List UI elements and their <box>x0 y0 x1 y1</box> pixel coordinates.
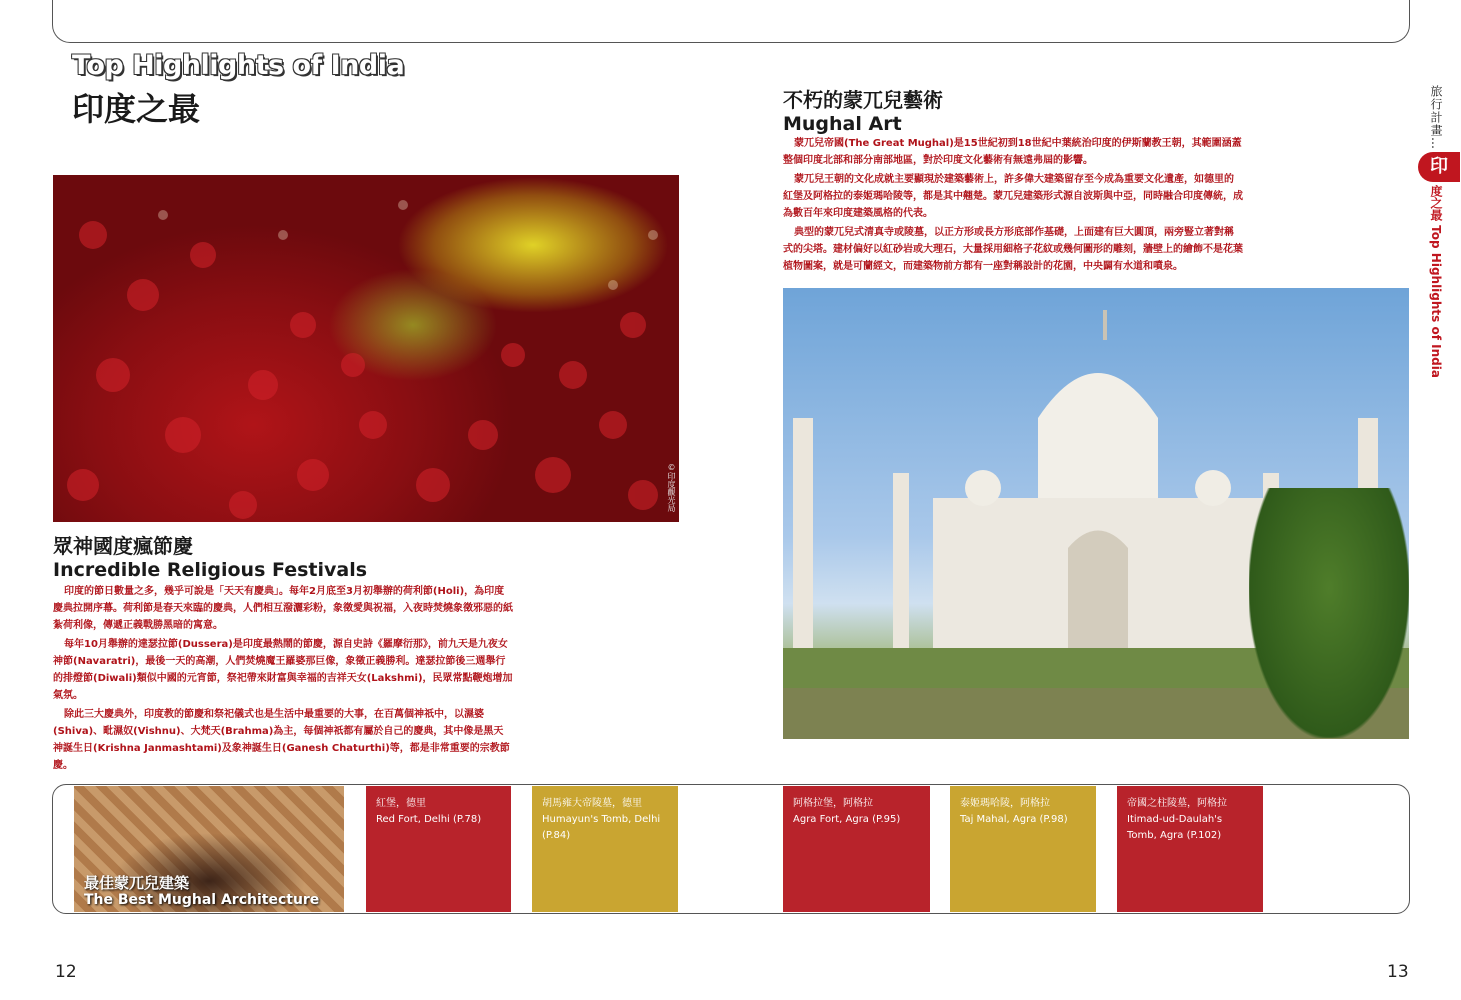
tile-zh: 紅堡，德里 <box>376 798 426 809</box>
page-title-en: Top Highlights of India <box>72 50 405 81</box>
festival-paragraph: 印度的節日數量之多，幾乎可說是「天天有慶典」。每年2月底至3月初舉辦的荷利節(Holi)，為印度慶典拉開序幕。荷利節是春天來臨的慶典，人們相互潑灑彩粉，象徵愛與祝福，入夜時焚燒象徵邪惡的紙紮荷利像，傳遞正義戰勝黑暗的寓意。 <box>53 586 513 631</box>
tile-en: Humayun's Tomb, Delhi (P.84) <box>542 814 661 841</box>
mughal-title-en: Mughal Art <box>783 113 902 135</box>
tile-taj-mahal[interactable] <box>950 786 1096 912</box>
festival-paragraph: 除此三大慶典外，印度教的節慶和祭祀儀式也是生活中最重要的大事，在百萬個神祇中，以濕婆(Shiva)、毗濕奴(Vishnu)、大梵天(Brahma)為主，每個神祇都有屬於自己的慶典，其中像是黑天神誕生日(Krishna Janmashtami)及象神誕生日(Ganesh Chaturthi)等，都是非常重要的宗教節慶。 <box>53 709 510 771</box>
tile-humayun-tomb[interactable] <box>532 786 678 912</box>
mughal-paragraph: 蒙兀兒帝國(The Great Mughal)是15世紀初到18世紀中葉統治印度的伊斯蘭教王朝，其範圍涵蓋整個印度北部和部分南部地區，對於印度文化藝術有無遠弗屆的影響。 <box>783 138 1242 166</box>
best-title-en: The Best Mughal Architecture <box>84 892 320 908</box>
mughal-title-zh: 不朽的蒙兀兒藝術 <box>783 88 943 112</box>
page-title-zh: 印度之最 <box>72 90 201 128</box>
side-label: 度之最 Top Highlights of India <box>1429 185 1443 378</box>
tile-agra-fort[interactable] <box>783 786 930 912</box>
festival-paragraph: 每年10月舉辦的達瑟拉節(Dussera)是印度最熱鬧的節慶，源自史詩《羅摩衍那》，前九天是九夜女神節(Navaratri)，最後一天的高潮，人們焚燒魔王羅婆那巨像，象徵正義勝利。達瑟拉節後三週舉行的排燈節(Diwali)類似中國的元宵節，祭祀帶來財富與幸福的吉祥天女(Lakshmi)，民眾常點鞭炮增加氣氛。 <box>53 639 513 701</box>
tile-zh: 胡馬雍大帝陵墓，德里 <box>542 798 642 809</box>
festival-title-en: Incredible Religious Festivals <box>53 559 368 581</box>
tile-zh: 泰姬瑪哈陵，阿格拉 <box>960 798 1050 809</box>
festival-title-zh: 眾神國度瘋節慶 <box>53 534 193 558</box>
festival-section <box>53 530 513 774</box>
side-badge[interactable]: 印 <box>1418 152 1460 182</box>
page-number-right: 13 <box>1387 962 1409 982</box>
tile-en: Taj Mahal, Agra (P.98) <box>960 814 1068 825</box>
best-title-zh: 最佳蒙兀兒建築 <box>84 874 190 892</box>
tile-zh: 帝國之柱陵墓，阿格拉 <box>1127 798 1227 809</box>
photo-credit: ©印度觀光局 <box>667 463 676 512</box>
taj-mahal-photo <box>783 288 1409 739</box>
mughal-interior-photo <box>74 786 344 912</box>
crowd-pattern <box>53 175 679 522</box>
page-number-left: 12 <box>55 962 77 982</box>
mughal-paragraph: 典型的蒙兀兒式清真寺或陵墓，以正方形或長方形底部作基礎，上面建有巨大圓頂，兩旁豎立著對稱式的尖塔。建材偏好以紅砂岩或大理石，大量採用細格子花紋或幾何圖形的雕刻，牆壁上的繪飾不是花葉植物圖案，就是可蘭經文，而建築物前方都有一座對稱設計的花園，中央闢有水道和噴泉。 <box>783 227 1243 272</box>
tile-itimad-ud-daulah[interactable] <box>1117 786 1263 912</box>
tile-zh: 阿格拉堡，阿格拉 <box>793 798 873 809</box>
tile-en: Agra Fort, Agra (P.95) <box>793 814 901 825</box>
tile-en: Itimad-ud-Daulah's Tomb, Agra (P.102) <box>1127 814 1223 841</box>
tile-en: Red Fort, Delhi (P.78) <box>376 814 482 825</box>
side-chapter: 旅行計畫… <box>1429 85 1443 150</box>
holi-festival-photo <box>53 175 679 522</box>
tile-red-fort[interactable] <box>366 786 511 912</box>
mughal-paragraph: 蒙兀兒王朝的文化成就主要顯現於建築藝術上，許多偉大建築留存至今成為重要文化遺產，如德里的紅堡及阿格拉的泰姬瑪哈陵等，都是其中翹楚。蒙兀兒建築形式源自波斯與中亞，同時融合印度傳統，成為數百年來印度建築風格的代表。 <box>783 174 1243 219</box>
tree <box>1249 488 1409 738</box>
top-frame <box>52 0 1410 43</box>
mughal-section <box>783 84 1243 275</box>
